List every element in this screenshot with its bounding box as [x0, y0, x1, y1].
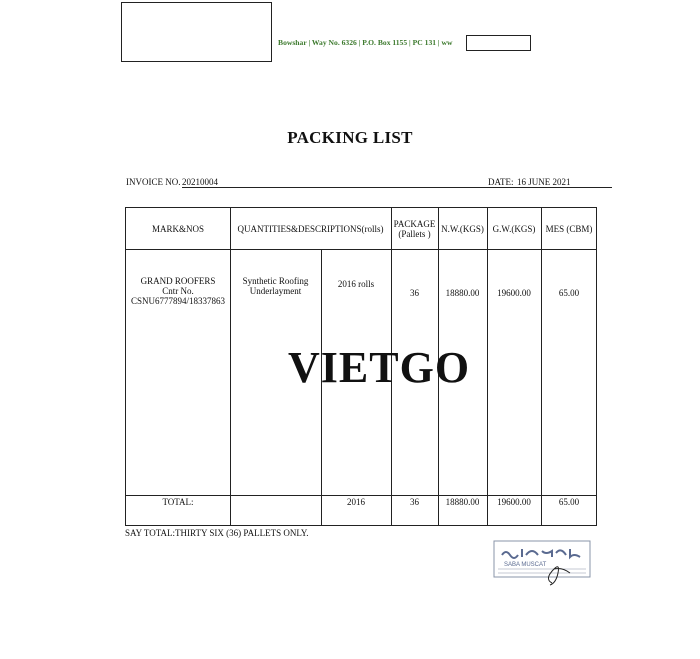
page-title: PACKING LIST [287, 128, 413, 147]
cell-description [230, 276, 321, 296]
total-nw: 18880.00 [445, 497, 480, 507]
website-redaction-box [466, 35, 531, 51]
total-package: 36 [410, 497, 419, 507]
company-stamp-icon [492, 539, 592, 587]
marks-line1: GRAND ROOFERS [140, 276, 216, 286]
cell-gw: 19600.00 [497, 288, 531, 298]
header-package-line1: PACKAGE [393, 218, 436, 229]
total-gw: 19600.00 [497, 497, 531, 507]
header-nw: N.W.(KGS) [441, 223, 484, 234]
cell-nw: 18880.00 [445, 288, 480, 298]
desc-line1: Synthetic Roofing [242, 276, 309, 286]
stamp-company-en: SABA MUSCAT [504, 562, 547, 568]
cell-marks [126, 276, 230, 306]
total-mes: 65.00 [558, 497, 580, 507]
total-divider [126, 495, 596, 496]
watermark-text: VIETGO [288, 343, 471, 392]
invoice-number: 20210004 [182, 177, 218, 187]
desc-line2: Underlayment [249, 286, 302, 296]
date-value: 16 JUNE 2021 [517, 177, 571, 187]
header-gw: G.W.(KGS) [492, 223, 536, 234]
cell-mes: 65.00 [558, 288, 580, 298]
invoice-label: INVOICE NO. [126, 177, 181, 187]
total-label: TOTAL: [162, 497, 194, 507]
col-divider [230, 208, 231, 525]
total-quantity: 2016 [347, 497, 365, 507]
date-underline [517, 187, 575, 188]
header-package [391, 208, 438, 249]
header-package-line2: (Pallets ) [398, 228, 431, 239]
header-marks: MARK&NOS [151, 223, 204, 234]
date-label: DATE: [488, 177, 514, 187]
header-divider [126, 249, 596, 250]
header-qty-desc: QUANTITIES&DESCRIPTIONS(rolls) [237, 223, 384, 234]
marks-line2: Cntr No. [162, 286, 194, 296]
col-divider [541, 208, 542, 525]
company-address: Bowshar | Way No. 6326 | P.O. Box 1155 | PC 131 | ww [278, 38, 453, 47]
header-mes: MES (CBM) [545, 223, 593, 234]
say-total: SAY TOTAL:THIRTY SIX (36) PALLETS ONLY. [125, 528, 309, 538]
company-logo-placeholder [121, 2, 272, 62]
marks-line3: CSNU6777894/18337863 [130, 296, 225, 306]
col-divider [487, 208, 488, 525]
cell-quantity: 2016 rolls [337, 279, 375, 289]
cell-package: 36 [410, 288, 419, 298]
